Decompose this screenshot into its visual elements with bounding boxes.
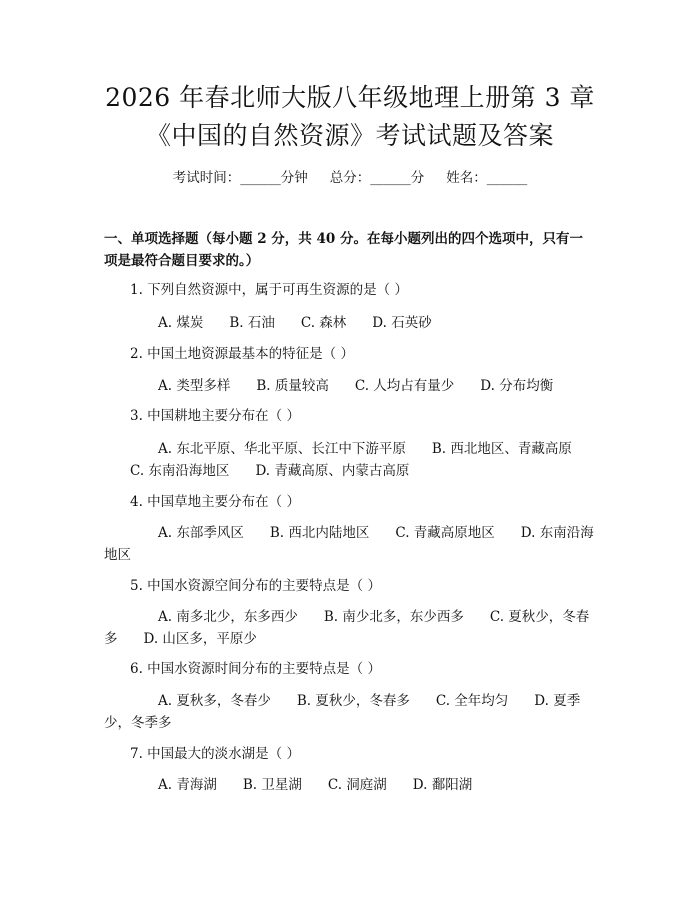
option-c: C. 全年均匀 xyxy=(435,693,509,709)
option-b: B. 夏秋少，冬春多 xyxy=(296,693,410,709)
option-b: B. 南少北多，东少西多 xyxy=(323,609,464,625)
option-d: D. 鄱阳湖 xyxy=(412,777,473,793)
question-options xyxy=(104,606,596,650)
question-stem: 4. 中国草地主要分布在（ ） xyxy=(130,494,300,510)
option-d: D. 青藏高原、内蒙古高原 xyxy=(255,463,410,479)
option-a: A. 煤炭 xyxy=(158,315,204,331)
option-b: B. 西北地区、青藏高原 xyxy=(431,441,572,457)
question-options xyxy=(104,438,596,482)
option-d: D. 夏季少，冬季多 xyxy=(104,693,581,731)
question-stem: 2. 中国土地资源最基本的特征是（ ） xyxy=(130,346,354,362)
exam-time: 考试时间：______分钟 xyxy=(172,170,308,186)
question-options xyxy=(104,375,596,397)
option-a: A. 夏秋多，冬春少 xyxy=(158,693,271,709)
exam-meta xyxy=(0,168,700,188)
option-a: A. 东北平原、华北平原、长江中下游平原 xyxy=(158,441,406,457)
question-stem: 1. 下列自然资源中，属于可再生资源的是（ ） xyxy=(130,282,408,298)
option-b: B. 石油 xyxy=(229,315,275,331)
option-c: C. 洞庭湖 xyxy=(327,777,387,793)
title-line-1: 2026 年春北师大版八年级地理上册第 3 章 xyxy=(105,83,595,112)
exam-name: 姓名：______ xyxy=(446,170,528,186)
option-c: C. 夏秋少，冬春多 xyxy=(104,609,590,647)
option-b: B. 西北内陆地区 xyxy=(269,525,370,541)
option-b: B. 卫星湖 xyxy=(242,777,302,793)
question-options xyxy=(104,522,596,566)
question-options xyxy=(104,312,596,334)
question-stem: 3. 中国耕地主要分布在（ ） xyxy=(130,408,300,424)
question-options xyxy=(104,774,596,796)
option-d: D. 石英砂 xyxy=(372,315,432,331)
option-a: A. 南多北少，东多西少 xyxy=(158,609,298,625)
title-line-2: 《中国的自然资源》考试试题及答案 xyxy=(145,121,554,150)
section-heading: 一、单项选择题（每小题 2 分，共 40 分。在每小题列出的四个选项中，只有一项是最符合题目要求的。） xyxy=(104,231,583,269)
option-d: D. 山区多，平原少 xyxy=(143,631,257,647)
option-b: B. 质量较高 xyxy=(256,378,329,394)
question-stem: 5. 中国水资源空间分布的主要特点是（ ） xyxy=(130,578,381,594)
option-a: A. 类型多样 xyxy=(158,378,231,394)
option-c: C. 青藏高原地区 xyxy=(395,525,495,541)
option-a: A. 青海湖 xyxy=(158,777,217,793)
question-stem: 6. 中国水资源时间分布的主要特点是（ ） xyxy=(130,661,381,677)
option-c: C. 森林 xyxy=(300,315,347,331)
option-d: D. 分布均衡 xyxy=(480,378,554,394)
option-d: D. 东南沿海地区 xyxy=(104,525,594,563)
question-options xyxy=(104,690,596,734)
option-a: A. 东部季风区 xyxy=(158,525,244,541)
option-c: C. 东南沿海地区 xyxy=(130,463,230,479)
option-c: C. 人均占有量少 xyxy=(354,378,455,394)
question-stem: 7. 中国最大的淡水湖是（ ） xyxy=(130,746,300,762)
exam-score: 总分：______分 xyxy=(329,170,425,186)
